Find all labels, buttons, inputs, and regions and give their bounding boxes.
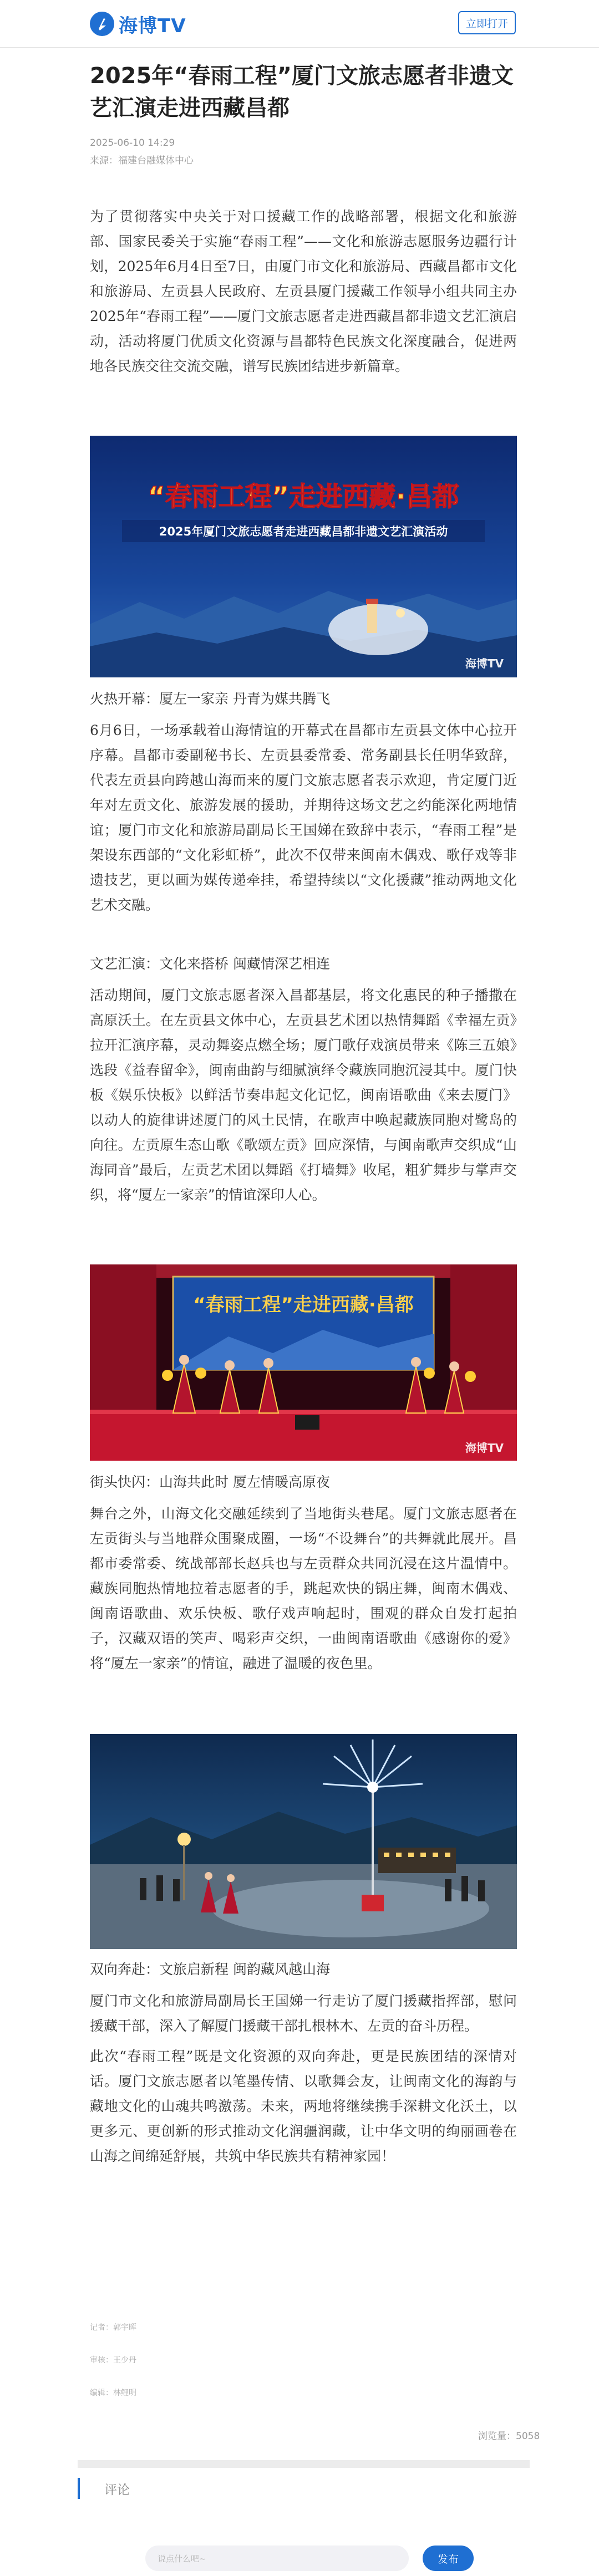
- section-performance: [90, 951, 517, 1207]
- stage-graphic: [90, 1264, 517, 1461]
- paragraph-performance: 活动期间，厦门文旅志愿者深入昌都基层，将文化惠民的种子播撒在高原沃土。在左贡县文体中心，左贡县艺术团以热情舞蹈《幸福左贡》拉开汇演序幕，灵动舞姿点燃全场；厦门歌仔戏演员带来《陈三五娘》选段《益春留伞》，闽南曲韵与细腻演绎令藏族同胞沉浸其中。厦门快板《娱乐快板》以鲜活节奏串起文化记忆，闽南语歌曲《来去厦门》以动人的旋律讲述厦门的风土民情，在歌声中唤起藏族同胞对鹭岛的向往。左贡原生态山歌《歌颂左贡》回应深情，与闽南歌声交织成“山海同音”最后，左贡艺术团以舞蹈《打墙舞》收尾，粗犷舞步与掌声交织，将“厦左一家亲”的情谊深印人心。: [90, 987, 517, 1203]
- banner-subline: 2025年厦门文旅志愿者走进西藏昌都非遗文艺汇演活动: [159, 525, 448, 538]
- section-street: [90, 1470, 517, 1676]
- open-app-button[interactable]: 立即打开: [458, 11, 516, 34]
- paragraph-opening: 6月6日，一场承载着山海情谊的开幕式在昌都市左贡县文体中心拉开序幕。昌都市委副秘书长、左贡县委常委、常务副县长任明华致辞，代表左贡县向跨越山海而来的厦门文旅志愿者表示欢迎，肯定厦门近年对左贡文化、旅游发展的援助，并期待这场文艺之约能深化两地情谊；厦门市文化和旅游局副局长王国娣在致辞中表示，“春雨工程”是架设东西部的“文化彩虹桥”，此次不仅带来闽南木偶戏、歌仔戏等非遗技艺，更以画为媒传递牵挂，希望持续以“文化援藏”推动两地文化艺术交融。: [90, 722, 517, 913]
- banner-watermark: 海博TV: [465, 657, 504, 670]
- night-street-photo: [90, 1734, 517, 1949]
- publish-date: 2025-06-10 14:29: [90, 137, 175, 149]
- paragraph-visit: 厦门市文化和旅游局副局长王国娣一行走访了厦门援藏指挥部，慰问援藏干部，深入了解厦门援藏干部扎根林木、左贡的奋斗历程。: [90, 1993, 517, 2034]
- top-bar: [0, 0, 599, 48]
- reviewer-credit: 审核：王少丹: [90, 2356, 136, 2365]
- article-body-intro: [90, 204, 517, 379]
- publish-comment-button[interactable]: 发布: [423, 2546, 474, 2571]
- section-heading-performance: 文艺汇演：文化来搭桥 闽藏情深艺相连: [90, 956, 330, 972]
- stage-photo: [90, 1264, 517, 1461]
- section-divider: [78, 2460, 530, 2468]
- comment-heading: 评论: [104, 2483, 130, 2497]
- banner-graphic: [90, 436, 517, 677]
- stage-watermark: 海博TV: [465, 1441, 504, 1455]
- section-heading-street: 街头快闪：山海共此时 厦左情暖高原夜: [90, 1474, 330, 1490]
- comment-accent-bar: [78, 2478, 80, 2499]
- section-heading-opening: 火热开幕：厦左一家亲 丹青为媒共腾飞: [90, 691, 330, 707]
- paragraph-intro: 为了贯彻落实中央关于对口援藏工作的战略部署，根据文化和旅游部、国家民委关于实施“春雨工程”——文化和旅游志愿服务边疆行计划，2025年6月4日至7日，由厦门市文化和旅游局、西藏昌都市文化和旅游局、左贡县人民政府、左贡县厦门援藏工作领导小组共同主办2025年“春雨工程”——厦门文旅志愿者走进西藏昌都非遗文艺汇演启动，活动将厦门优质文化资源与昌都特色民族文化深度融合，促进两地各民族交往交流交融，谱写民族团结进步新篇章。: [90, 208, 517, 374]
- banner-headline: “春雨工程”走进西藏·昌都: [148, 481, 459, 512]
- night-street-graphic: [90, 1734, 517, 1949]
- article-title: 2025年“春雨工程”厦门文旅志愿者非遗文艺汇演走进西藏昌都: [90, 63, 514, 121]
- section-heading-mutual: 双向奔赴：文旅启新程 闽韵藏风越山海: [90, 1961, 330, 1977]
- section-opening: [90, 686, 517, 917]
- paragraph-street: 舞台之外，山海文化交融延续到了当地街头巷尾。厦门文旅志愿者在左贡街头与当地群众围聚成圈，一场“不设舞台”的共舞就此展开。昌都市委常委、统战部部长赵兵也与左贡群众共同沉浸在这片温情中。藏族同胞热情地拉着志愿者的手，跳起欢快的锅庄舞，闽南木偶戏、闽南语歌曲、欢乐快板、歌仔戏声响起时，围观的群众自发打起拍子，汉藏双语的笑声、喝彩声交织，一曲闽南语歌曲《感谢你的爱》将“厦左一家亲”的情谊，融进了温暖的夜色里。: [90, 1506, 517, 1671]
- comment-input[interactable]: 说点什么吧~: [145, 2546, 409, 2571]
- article-meta: [90, 134, 517, 170]
- app-logo[interactable]: [90, 10, 186, 38]
- article-header: [90, 60, 517, 170]
- banner-image: [90, 436, 517, 677]
- writer-credit: 记者：郭宇晖: [90, 2323, 136, 2332]
- article-source: 来源：福建台融媒体中心: [90, 155, 194, 166]
- stage-screen-text: “春雨工程”走进西藏·昌都: [193, 1294, 414, 1316]
- view-count: 浏览量：5058: [478, 2431, 540, 2442]
- editor-credit: 编辑：林鲤明: [90, 2389, 136, 2398]
- haibo-logo-icon: [90, 12, 114, 36]
- section-mutual: [90, 1957, 517, 2169]
- paragraph-closing: 此次“春雨工程”既是文化资源的双向奔赴，更是民族团结的深情对话。厦门文旅志愿者以笔墨传情、以歌舞会友，让闽南文化的海韵与藏地文化的山魂共鸣激荡。未来，两地将继续携手深耕文化沃土，以更多元、更创新的形式推动文化润疆润藏，让中华文明的绚丽画卷在山海之间绵延舒展，共筑中华民族共有精神家园！: [90, 2048, 517, 2164]
- logo-text: 海博TV: [119, 14, 186, 37]
